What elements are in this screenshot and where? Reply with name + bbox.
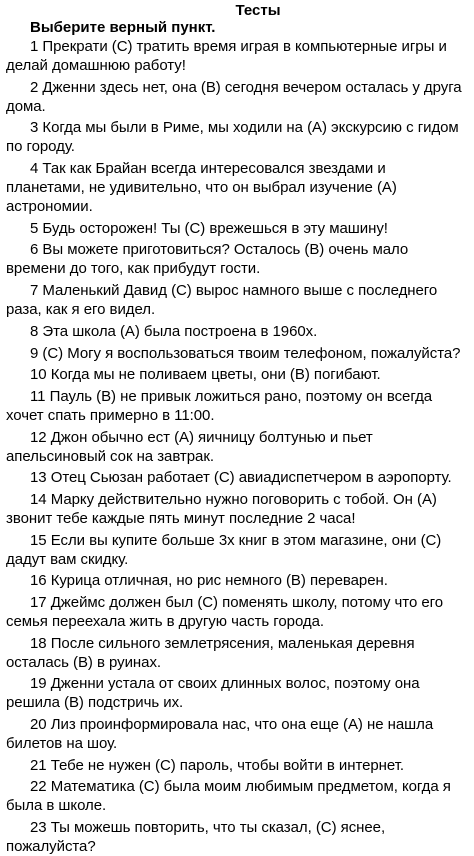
test-item: 21 Тебе не нужен (C) пароль, чтобы войти в интернет.: [30, 756, 404, 774]
test-item: 6 Вы можете приготовиться? Осталось (B) очень мало времени до того, как прибудут гости.: [6, 241, 409, 278]
test-item: 16 Курица отличная, но рис немного (B) переварен.: [30, 572, 388, 590]
test-item: 11 Пауль (B) не привык ложиться рано, поэтому он всегда хочет спать примерно в 11:00.: [6, 387, 433, 424]
test-item: 15 Если вы купите больше 3х книг в этом магазине, они (C) дадут вам скидку.: [6, 531, 442, 568]
test-item: 9 (C) Могу я воспользоваться твоим телефоном, пожалуйста?: [30, 344, 461, 362]
test-item: 4 Так как Брайан всегда интересовался звездами и планетами, не удивительно, что он выбрал изучение (A) астрономии.: [6, 160, 397, 216]
test-item: 19 Дженни устала от своих длинных волос, поэтому она решила (B) подстричь их.: [6, 675, 420, 712]
test-item: 22 Математика (C) была моим любимым предметом, когда я была в школе.: [6, 778, 451, 815]
test-item: 18 После сильного землетрясения, маленькая деревня осталась (B) в руинах.: [6, 634, 415, 671]
test-item: 13 Отец Сьюзан работает (C) авиадиспетчером в аэропорту.: [30, 469, 452, 487]
test-item: 14 Марку действительно нужно поговорить с тобой. Он (A) звонит тебе каждые пять минут последние 2 часа!: [6, 490, 437, 527]
test-item: 5 Будь осторожен! Ты (C) врежешься в эту машину!: [30, 219, 388, 237]
test-item: 3 Когда мы были в Риме, мы ходили на (A) экскурсию с гидом по городу.: [6, 119, 459, 156]
test-item: 12 Джон обычно ест (A) яичницу болтунью и пьет апельсиновый сок на завтрак.: [6, 428, 373, 465]
test-item-list: [6, 37, 466, 856]
test-item: 17 Джеймс должен был (C) поменять школу, потому что его семья переехала жить в другую часть города.: [6, 594, 444, 630]
test-item: 23 Ты можешь повторить, что ты сказал, (C) яснее, пожалуйста?: [6, 819, 386, 856]
test-item: 7 Маленький Давид (C) вырос намного выше с последнего раза, как я его видел.: [6, 282, 438, 319]
test-item: 10 Когда мы не поливаем цветы, они (B) погибают.: [30, 366, 381, 384]
document-instruction: Выберите верный пункт.: [30, 19, 216, 36]
test-item: 2 Дженни здесь нет, она (B) сегодня вечером осталась у друга дома.: [6, 78, 462, 115]
test-item: 1 Прекрати (C) тратить время играя в компьютерные игры и делай домашнюю работу!: [6, 38, 447, 74]
document-title: Тесты: [235, 2, 281, 19]
test-item: 20 Лиз проинформировала нас, что она еще (A) не нашла билетов на шоу.: [6, 716, 434, 753]
test-item: 8 Эта школа (A) была построена в 1960х.: [30, 322, 318, 340]
